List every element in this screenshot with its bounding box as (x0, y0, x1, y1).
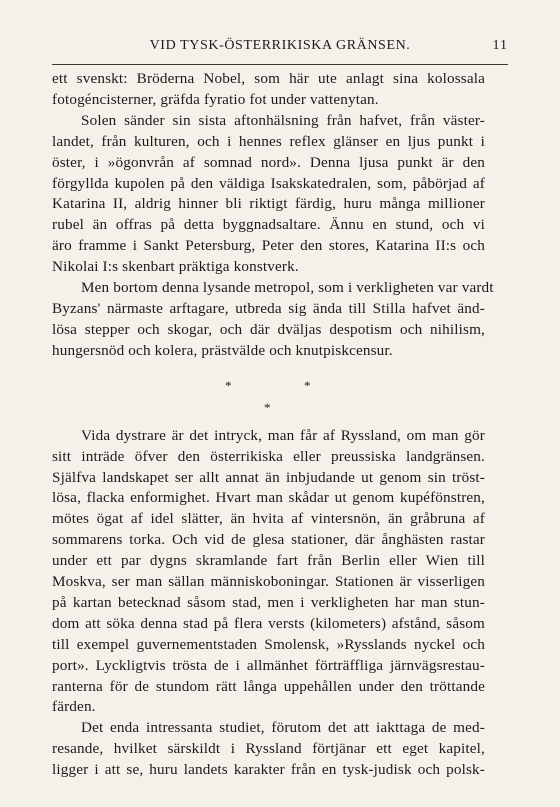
header-rule (52, 64, 508, 65)
text-line: lösa stepper och skogar, och där dväljas despotism och nihilism, (52, 320, 485, 338)
text-line: Katarina II, aldrig hinner bli riktigt färdig, huru många millioner (52, 195, 485, 213)
text-line: lösa, flacka enformighet. Hvart man skådar ut genom kupéfönstren, (52, 489, 485, 507)
text-line: förgyllda kupolen på den väldiga Isakskatedralen, som, påbörjad af (52, 174, 485, 192)
text-line: hungersnöd och kolera, prästvälde och knutpiskcensur. (52, 341, 393, 359)
text-line: till exempel guvernementstaden Smolensk, »Rysslands nyckel och (52, 635, 485, 653)
text-line: Nikolai I:s skenbart präktiga konstverk. (52, 258, 299, 276)
text-line: Moskva, ser man sällan människoboningar. Stationen är visserligen (52, 573, 485, 591)
running-head (0, 38, 560, 56)
paragraph-3 (52, 278, 494, 362)
text-line: Själfva landskapet ser allt annat än inbjudande ut genom sin tröst- (52, 468, 485, 486)
text-line: Det enda intressanta studiet, förutom det att iakttaga de med- (81, 719, 485, 737)
text-line: fotogéncisterner, gräfda fyratio fot under vattenytan. (52, 90, 379, 108)
section-break-asterism (52, 362, 485, 426)
running-title: VID TYSK-ÖSTERRIKISKA GRÄNSEN. (149, 38, 411, 53)
text-line: Vida dystrare är det intryck, man får af Ryssland, om man gör (81, 426, 485, 444)
paragraph-2 (52, 111, 485, 278)
paragraph-1 (52, 69, 485, 111)
text-line: på kartan betecknad såsom stad, men i verkligheten har man stun- (52, 593, 485, 611)
page-number: 11 (492, 38, 508, 53)
text-line: öster, i »ögonvrån af somnad nord». Denna ljusa punkt är den (52, 153, 485, 171)
text-line: resande, hvilket särskildt i Ryssland förtjänar ett eget kapitel, (52, 740, 485, 758)
asterisk: * (264, 399, 271, 415)
text-line: rubel än offras på detta byggnadsaltare. Ännu en stund, och vi (52, 216, 485, 234)
text-line: mötes ögat af idel slätter, än hvita af vintersnön, än gråbruna af (52, 510, 485, 528)
paragraph-4 (52, 426, 485, 719)
text-line: port». Lyckligtvis trösta de i allmänhet förträffliga järnvägsrestau- (52, 656, 485, 674)
text-line: landet, från kulturen, och i hennes reflex glänser en ljus punkt i (52, 132, 485, 150)
asterisk: * (304, 377, 311, 393)
text-line: Men bortom denna lysande metropol, som i verkligheten var vardt (81, 279, 494, 297)
text-line: färden. (52, 698, 96, 716)
asterisk: * (225, 377, 232, 393)
text-line: Byzans' närmaste arftagare, utbreda sig ända till Stilla hafvet änd- (52, 299, 485, 317)
text-line: ranterna för de stundom rätt långa uppehållen under den tröttande (52, 677, 485, 695)
body-text (52, 69, 494, 781)
text-line: äro framme i Sankt Petersburg, Peter den stores, Katarina II:s och (52, 237, 485, 255)
text-line: sitt inträde öfver den österrikiska eller preussiska landgränsen. (52, 447, 485, 465)
text-line: dom att söka denna stad på flera versts (kilometers) afstånd, såsom (52, 614, 485, 632)
text-line: under ett par dygns skramlande fart från Berlin eller Wien till (52, 552, 485, 570)
text-line: sommarens torka. Och vid de glesa stationer, där ånghästen rastar (52, 531, 485, 549)
text-line: Solen sänder sin sista aftonhälsning från hafvet, från väster- (81, 111, 485, 129)
paragraph-5 (52, 718, 485, 781)
text-line: ligger i att se, huru landets karakter från en tysk-judisk och polsk- (52, 761, 485, 779)
text-line: ett svenskt: Bröderna Nobel, som här ute anlagt sina kolossala (52, 70, 485, 87)
